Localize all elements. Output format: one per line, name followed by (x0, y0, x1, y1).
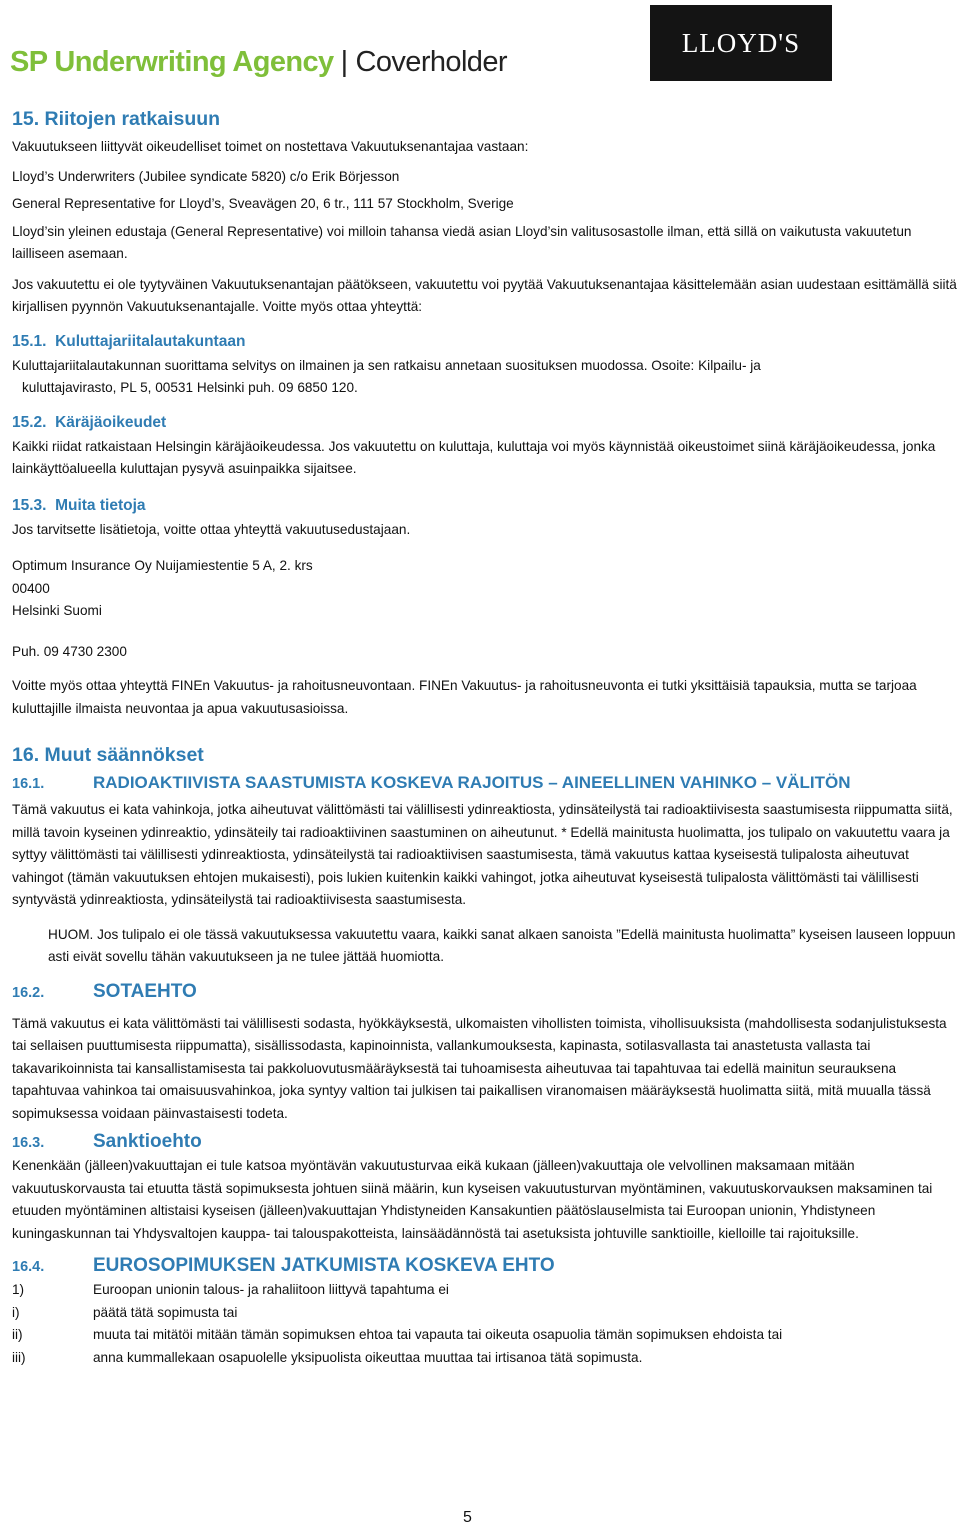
s15-2-p1: Kaikki riidat ratkaistaan Helsingin käräjäoikeudessa. Jos vakuutettu on kuluttaja, kuluttaja voi myös käynnistää oikeustoimet siinä käräjäoikeudessa, jonka lainkäyttöalueella kuluttajan pysyvä asuinpaikka sijaitsee. (12, 438, 936, 476)
list-text: muuta tai mitätöi mitään tämän sopimuksen ehtoa tai vapauta tai oikeuta osapuolia tämän sopimuksen ehdoista tai (93, 1327, 783, 1342)
logo-separator: | (340, 46, 348, 78)
s15-1-p1: Kuluttajariitalautakunnan suorittama selvitys on ilmainen ja sen ratkaisu annetaan suosituksen muodossa. Osoite: Kilpailu- ja (12, 357, 761, 373)
section-16-1-title: RADIOAKTIIVISTA SAASTUMISTA KOSKEVA RAJOITUS – AINEELLINEN VAHINKO – VÄLITÖN (93, 773, 851, 792)
coverholder-label: Coverholder (355, 46, 507, 78)
s15-p2: Lloyd’s Underwriters (Jubilee syndicate 5820) c/o Erik Börjesson (12, 168, 400, 184)
section-16-heading: 16. Muut säännökset (12, 744, 204, 766)
list-marker: ii) (12, 1327, 23, 1342)
s16-4-list (12, 1279, 960, 1369)
list-text: päätä tätä sopimusta tai (93, 1304, 238, 1320)
section-16-3-heading (12, 1131, 960, 1153)
s15-p3: General Representative for Lloyd’s, Sveavägen 20, 6 tr., 111 57 Stockholm, Sverige (12, 196, 514, 211)
list-item (12, 1302, 960, 1325)
list-text: Euroopan unionin talous- ja rahaliitoon liittyvä tapahtuma ei (93, 1282, 449, 1297)
s15-3-p2: Voitte myös ottaa yhteyttä FINEn Vakuutus- ja rahoitusneuvontaan. FINEn Vakuutus- ja rahoitusneuvonta ei tutki yksittäisiä tapauksia, mutta se tarjoaa kuluttajille ilmaista neuvontaa ja apua vakuutusasioissa. (12, 678, 917, 716)
section-16-4-heading (12, 1255, 960, 1277)
document-body (12, 106, 960, 1369)
phone-number: Puh. 09 4730 2300 (12, 643, 127, 659)
list-marker: iii) (12, 1349, 26, 1365)
s15-p1: Vakuutukseen liittyvät oikeudelliset toimet on nostettava Vakuutuksenantajaa vastaan: (12, 139, 529, 154)
section-16-4-number: 16.4. (12, 1259, 45, 1275)
s15-p5: Jos vakuutettu ei ole tyytyväinen Vakuutuksenantajan päätökseen, vakuutettu voi pyytää Vakuutuksenantajaa käsittelemään asian uudestaan esittämällä siitä kirjallisen pyynnön Vakuutuksenantajalle. Voitte myös ottaa yhteyttä: (12, 276, 957, 314)
s16-3-p1: Kenenkään (jälleen)vakuuttajan ei tule katsoa myöntävän vakuutusturvaa eikä kukaan (jälleen)vakuuttaja ole velvollinen maksamaan mitään vakuutuskorvausta tai etuutta tästä sopimuksesta johtuen siinä määrin, kun kyseisen vakuutusturvan myöntäminen, vakuutuskorvauksen maksaminen tai etuuden myöntäminen altistaisi kyseisen (jälleen)vakuuttajan Yhdistyneiden Kansakuntien päätöslauselmista tai Euroopan unionin, Yhdistyneen kuningaskunnan tai Yhdysvaltojen kauppa- tai talouspakotteista, lainsäädännöstä tai asetuksista johtuville sanktioille, kielloille tai rajoituksille. (12, 1158, 933, 1241)
brand-name: SP Underwriting Agency (10, 46, 334, 78)
list-marker: 1) (12, 1282, 25, 1297)
section-16-1-number: 16.1. (12, 776, 45, 792)
sp-underwriting-logo (10, 42, 507, 82)
section-16-3-title: Sanktioehto (93, 1131, 202, 1152)
section-16-3-number: 16.3. (12, 1135, 45, 1151)
section-15-3-heading: 15.3. Muita tietoja (12, 496, 146, 514)
address-line-1: Optimum Insurance Oy Nuijamiestentie 5 A, 2. krs (12, 558, 313, 573)
section-16-1-heading (12, 773, 960, 793)
s16-1-note: HUOM. Jos tulipalo ei ole tässä vakuutuksessa vakuutettu vaara, kaikki sanat alkaen sanoista ”Edellä mainitusta huolimatta” kyseisen lauseen loppuun asti eivät sovellu tähän vakuutukseen ja ne tulee jättää huomiotta. (48, 926, 956, 964)
page-number: 5 (463, 1509, 472, 1526)
section-16-2-title: SOTAEHTO (93, 980, 197, 1002)
s15-p4: Lloyd’sin yleinen edustaja (General Representative) voi milloin tahansa viedä asian Lloyd’sin valitusosastolle ilman, että sillä on vaikutusta vakuutetun lailliseen asemaan. (12, 223, 912, 261)
lloyds-logo: LLOYD'S (650, 5, 832, 81)
s15-1-p2: kuluttajavirasto, PL 5, 00531 Helsinki puh. 09 6850 120. (22, 380, 358, 395)
list-text: anna kummallekaan osapuolelle yksipuolista oikeuttaa muuttaa tai irtisanoa tätä sopimusta. (93, 1349, 643, 1365)
section-16-2-heading (12, 981, 960, 1003)
address-line-2: 00400 (12, 580, 50, 596)
address-line-3: Helsinki Suomi (12, 603, 102, 618)
section-16-4-title: EUROSOPIMUKSEN JATKUMISTA KOSKEVA EHTO (93, 1255, 555, 1276)
s16-2-p1: Tämä vakuutus ei kata välittömästi tai välillisesti sodasta, hyökkäyksestä, ulkomaisten vihollisten toimista, vihollisuuksista (mahdollisesta sodanjulistuksesta tai sellaisen puuttumisesta riippumatta), sisällissodasta, kapinoinnista, vallankumouksesta, kapinasta, sotilasvallasta tai anastetusta vallasta tai takavarikoinnista tai kansallistamisesta tai pakkoluovutusmääräyksestä tai tuhoamisesta aiheutuvaa tai tapahtuvaa tai edellä mainitun seurauksena tapahtuvaa vahinkoa tai omaisuusvahinkoa, joka syntyy valtion tai julkisen tai paikallisen viranomaisen määräyksestä huolimatta siitä, mitä muualla tässä sopimuksessa voidaan päinvastaisesti todeta. (12, 1015, 947, 1121)
list-item (12, 1347, 960, 1370)
list-item (12, 1279, 960, 1302)
list-marker: i) (12, 1304, 20, 1320)
section-15-heading: 15. Riitojen ratkaisuun (12, 108, 221, 130)
section-16-2-number: 16.2. (12, 984, 45, 1001)
section-15-1-heading: 15.1. Kuluttajariitalautakuntaan (12, 332, 246, 350)
list-item (12, 1324, 960, 1347)
s16-1-p1: Tämä vakuutus ei kata vahinkoja, jotka aiheutuvat välittömästi tai välillisesti ydinreaktiosta, ydinsäteilystä tai radioaktiivisesta saastumisesta riippumatta siitä, millä tavoin kyseinen ydinreaktio, ydinsäteily tai radioaktiivinen saastuminen on aiheutunut. * Edellä mainitusta huolimatta, jos tulipalo on vakuutettu vaara ja syttyy välittömästi tai välillisesti ydinreaktiosta, ydinsäteilystä tai radioaktiivisen saastumisesta, tämä vakuutus kattaa kyseisestä tulipalosta aiheutuvat vahingot (tämän vakuutuksen ehtojen mukaisesti), pois lukien kuitenkin kaikki vahingot, jotka aiheutuvat kyseisestä tulipalosta välittömästi tai välillisesti syntyvästä ydinreaktiosta, ydinsäteilystä tai radioaktiivisesta saastumisesta. (12, 802, 953, 907)
section-15-2-heading: 15.2. Käräjäoikeudet (12, 413, 167, 431)
s15-3-p1: Jos tarvitsette lisätietoja, voitte ottaa yhteyttä vakuutusedustajaan. (12, 521, 411, 537)
